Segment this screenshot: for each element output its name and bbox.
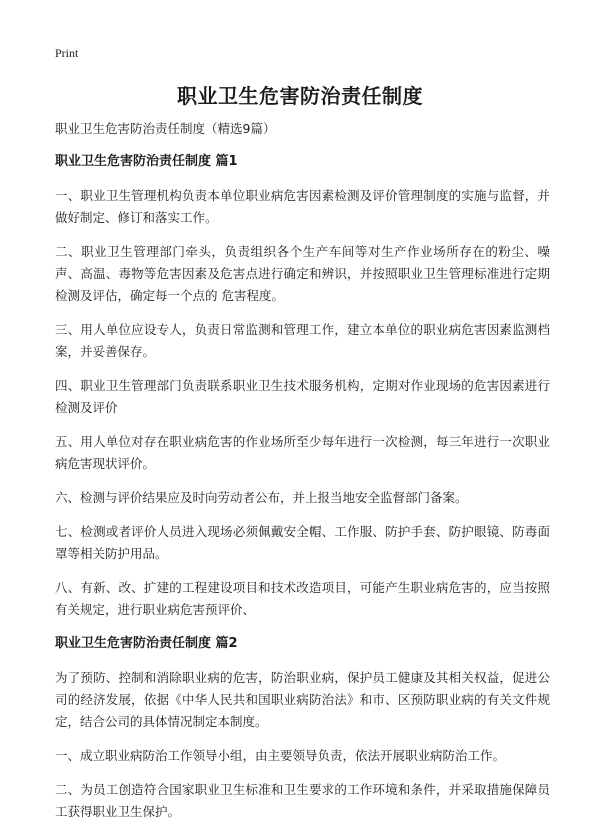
page-title: 职业卫生危害防治责任制度 [177, 84, 423, 108]
print-link[interactable]: Print [55, 46, 79, 60]
paragraph: 五、用人单位对存在职业病危害的作业场所至少每年进行一次检测，每三年进行一次职业病危害现状评价。 [55, 434, 550, 471]
paragraph: 为了预防、控制和消除职业病的危害，防治职业病，保护员工健康及其相关权益，促进公司的经济发展，依据《中华人民共和国职业病防治法》和市、区预防职业病的有关文件规定，结合公司的具体情况制定本制度。 [55, 670, 550, 729]
section-heading: 职业卫生危害防治责任制度 篇2 [55, 636, 238, 651]
section-heading: 职业卫生危害防治责任制度 篇1 [55, 154, 238, 169]
paragraph: 八、有新、改、扩建的工程建设项目和技术改造项目，可能产生职业病危害的，应当按照有关规定，进行职业病危害预评价、 [55, 580, 550, 617]
document-body [55, 120, 550, 835]
paragraph: 一、成立职业病防治工作领导小组，由主要领导负责，依法开展职业病防治工作。 [55, 748, 506, 763]
paragraph: 四、职业卫生管理部门负责联系职业卫生技术服务机构，定期对作业现场的危害因素进行检测及评价 [55, 378, 550, 415]
section-2 [55, 635, 550, 823]
document-subtitle: 职业卫生危害防治责任制度（精选9篇） [55, 121, 276, 136]
paragraph: 七、检测或者评价人员进入现场必须佩戴安全帽、工作服、防护手套、防护眼镜、防毒面罩等相关防护用品。 [55, 524, 550, 561]
paragraph: 三、用人单位应设专人，负责日常监测和管理工作，建立本单位的职业病危害因素监测档案，并妥善保存。 [55, 322, 550, 359]
paragraph: 二、为员工创造符合国家职业卫生标准和卫生要求的工作环境和条件，并采取措施保障员工获得职业卫生保护。 [55, 782, 550, 819]
paragraph: 二、职业卫生管理部门牵头，负责组织各个生产车间等对生产作业场所存在的粉尘、噪声、高温、毒物等危害因素及危害点进行确定和辨识，并按照职业卫生管理标准进行定期检测及评估，确定每一个点的 危害程度。 [55, 244, 550, 303]
section-1 [55, 153, 550, 621]
paragraph: 六、检测与评价结果应及时向劳动者公布，并上报当地安全监督部门备案。 [55, 490, 468, 505]
paragraph: 一、职业卫生管理机构负责本单位职业病危害因素检测及评价管理制度的实施与监督，并做好制定、修订和落实工作。 [55, 188, 550, 225]
